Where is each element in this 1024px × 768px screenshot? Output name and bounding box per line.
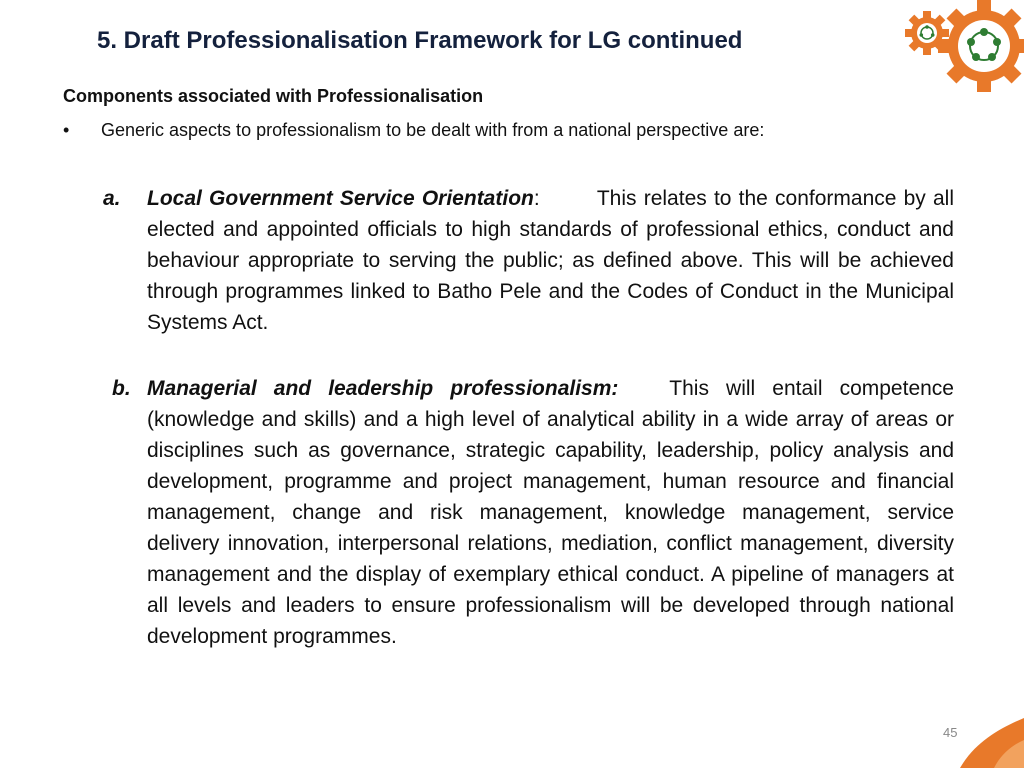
list-item-managerial-professionalism xyxy=(112,373,954,652)
bullet-point xyxy=(63,120,764,141)
bullet-text: Generic aspects to professionalism to be dealt with from a national perspective are: xyxy=(101,120,765,140)
item-term: Local Government Service Orientation xyxy=(147,187,534,210)
page-number: 45 xyxy=(943,725,958,740)
item-separator: : xyxy=(533,187,540,210)
item-text: This relates to the conformance by all elected and appointed officials to high standards of professional ethics, conduct and behaviour appropriate to serving the public; as defined above. This will be achieved through programmes linked to Batho Pele and the Codes of Conduct in the Municipal Systems Act. xyxy=(147,187,955,334)
slide-title: 5. Draft Professionalisation Framework for LG continued xyxy=(97,27,743,54)
item-text: This will entail competence (knowledge and skills) and a high level of analytical ability in a wide array of areas or disciplines such as governance, strategic capability, leadership, policy analysis and development, programme and project management, human resource and financial management, change and risk management, knowledge management, service delivery innovation, interpersonal relations, mediation, conflict management, diversity management and the display of exemplary ethical conduct. A pipeline of managers at all levels and leaders to ensure professionalism will be developed through national development programmes. xyxy=(147,377,954,648)
list-marker: a. xyxy=(103,187,121,210)
item-term: Managerial and leadership professionalism: xyxy=(147,377,619,400)
list-item-service-orientation xyxy=(103,183,955,338)
section-subheading: Components associated with Professionalisation xyxy=(63,86,484,106)
list-marker: b. xyxy=(112,377,131,400)
bullet-glyph: • xyxy=(63,120,70,140)
gear-logo-icon xyxy=(900,0,1024,100)
